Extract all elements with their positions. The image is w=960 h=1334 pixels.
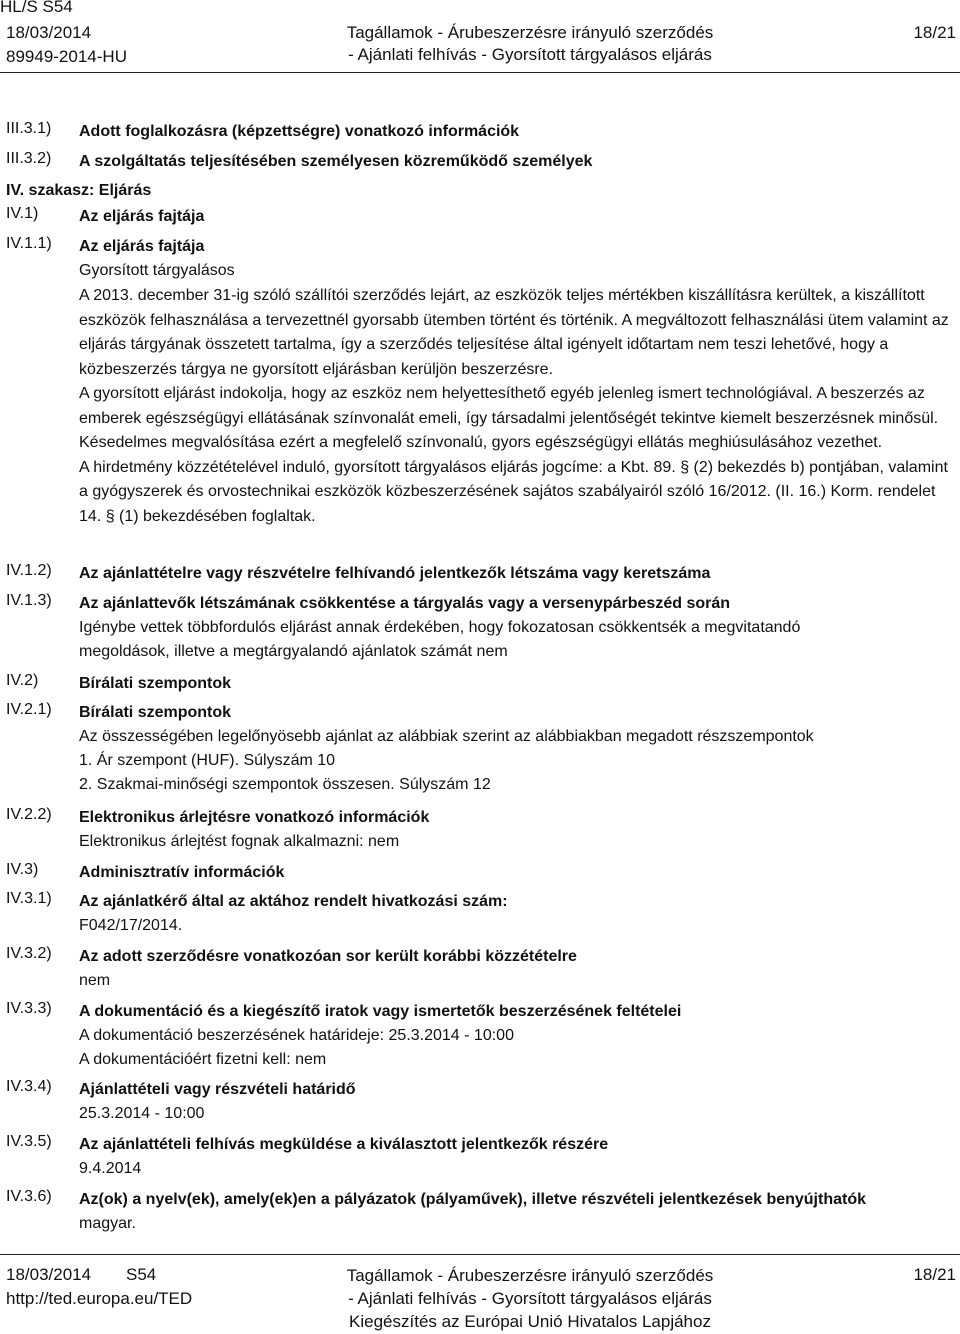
section-value: 25.3.2014 - 10:00 bbox=[79, 1105, 205, 1122]
section-number: III.3.1) bbox=[6, 120, 52, 137]
section-number: IV.1) bbox=[6, 205, 39, 222]
section-heading: A szolgáltatás teljesítésében személyesen közreműködő személyek bbox=[79, 153, 593, 170]
section-heading: Az eljárás fajtája bbox=[79, 208, 205, 225]
section-value: nem bbox=[79, 972, 111, 989]
section-value: A dokumentáció beszerzésének határideje: 25.3.2014 - 10:00 bbox=[79, 1027, 514, 1044]
header-title bbox=[340, 22, 720, 66]
section-heading: Bírálati szempontok bbox=[79, 675, 232, 692]
section-number: IV.1.3) bbox=[6, 592, 52, 609]
section-number: IV.3.3) bbox=[6, 1000, 52, 1017]
section-value: Gyorsított tárgyalásos bbox=[79, 262, 235, 279]
section-heading: Elektronikus árlejtésre vonatkozó információk bbox=[79, 809, 430, 826]
section-heading: Az ajánlattevők létszámának csökkentése a tárgyalás vagy a versenypárbeszéd során bbox=[79, 595, 731, 612]
section-heading: Az ajánlatkérő által az aktához rendelt hivatkozási szám: bbox=[79, 893, 508, 910]
section-heading: Az eljárás fajtája bbox=[79, 238, 205, 255]
section-heading: Az adott szerződésre vonatkozóan sor került korábbi közzétételre bbox=[79, 948, 577, 965]
section-number: IV.2.1) bbox=[6, 701, 52, 718]
section-heading: Az(ok) a nyelv(ek), amely(ek)en a pályázatok (pályaművek), illetve részvételi jelentkezések benyújthatók bbox=[79, 1191, 866, 1208]
section-heading: Az ajánlattételi felhívás megküldése a kiválasztott jelentkezők részére bbox=[79, 1136, 609, 1153]
header-ref: 89949-2014-HU bbox=[6, 47, 127, 66]
section-number: IV.3) bbox=[6, 861, 39, 878]
section-heading: Az ajánlattételre vagy részvételre felhívandó jelentkezők létszáma vagy keretszáma bbox=[79, 565, 711, 582]
section-text: megoldások, illetve a megtárgyalandó ajánlatok számát nem bbox=[79, 643, 508, 660]
section-number: IV.1.2) bbox=[6, 562, 52, 579]
section-text: Az összességében legelőnyösebb ajánlat az alábbiak szerint az alábbiakban megadott részszempontok bbox=[79, 728, 814, 745]
section-number: IV.3.1) bbox=[6, 890, 52, 907]
header-rule bbox=[0, 72, 960, 73]
footer-title-line1: Tagállamok - Árubeszerzésre irányuló szerződés bbox=[346, 1266, 714, 1285]
section-number: IV.2.2) bbox=[6, 806, 52, 823]
section-heading: Adminisztratív információk bbox=[79, 864, 285, 881]
doc-id: HL/S S54 bbox=[0, 0, 73, 16]
footer-rule bbox=[0, 1254, 960, 1255]
section-heading: A dokumentáció és a kiegészítő iratok vagy ismertetők beszerzésének feltételei bbox=[79, 1003, 682, 1020]
criterion-item: 1. Ár szempont (HUF). Súlyszám 10 bbox=[79, 752, 336, 769]
section-number: IV.3.5) bbox=[6, 1133, 52, 1150]
section-value: 9.4.2014 bbox=[79, 1160, 142, 1177]
header-title-line1: Tagállamok - Árubeszerzésre irányuló szerződés bbox=[346, 23, 714, 42]
footer-title-line2: - Ajánlati felhívás - Gyorsított tárgyalásos eljárás bbox=[348, 1289, 712, 1308]
section-number: III.3.2) bbox=[6, 150, 52, 167]
footer-date: 18/03/2014 bbox=[6, 1265, 92, 1284]
footer-series: S54 bbox=[126, 1265, 157, 1284]
footer-page-number: 18/21 bbox=[913, 1265, 956, 1284]
section-text: Igénybe vettek többfordulós eljárást annak érdekében, hogy fokozatosan csökkentsék a megvitatandó bbox=[79, 619, 801, 636]
section-heading: Bírálati szempontok bbox=[79, 704, 232, 721]
section-number: IV.3.2) bbox=[6, 945, 52, 962]
justification-paragraph: A 2013. december 31-ig szóló szállítói szerződés lejárt, az eszközök teljes mértékben kiszállításra kerültek, a kiszállított eszközök felhasználása a tervezettnél gyorsabb ütemben történt és történik. A megváltozott felhasználási ütem valamint az eljárás tárgyának összetett tartalma, így a szerződés teljesítése által igényelt időtartam nem teszi lehetővé, hogy a közbeszerzés tárgya ne gyorsított eljárásban kerüljön beszerzésre. bbox=[79, 287, 949, 378]
page-footer bbox=[0, 1258, 960, 1334]
section-heading: Adott foglalkozásra (képzettségre) vonatkozó információk bbox=[79, 123, 520, 140]
footer-title-line3: Kiegészítés az Európai Unió Hivatalos Lapjához bbox=[349, 1312, 711, 1331]
section-heading: Ajánlattételi vagy részvételi határidő bbox=[79, 1081, 356, 1098]
section-value: F042/17/2014. bbox=[79, 917, 183, 934]
footer-title bbox=[320, 1264, 740, 1333]
header-date: 18/03/2014 bbox=[6, 23, 92, 42]
criterion-item: 2. Szakmai-minőségi szempontok összesen. Súlyszám 12 bbox=[79, 776, 491, 793]
header-title-line2: - Ajánlati felhívás - Gyorsított tárgyalásos eljárás bbox=[348, 45, 712, 64]
part-title: IV. szakasz: Eljárás bbox=[6, 182, 152, 199]
section-number: IV.2) bbox=[6, 672, 39, 689]
page-header bbox=[0, 0, 960, 70]
section-number: IV.3.6) bbox=[6, 1188, 52, 1205]
section-value: A dokumentációért fizetni kell: nem bbox=[79, 1051, 327, 1068]
header-page-number: 18/21 bbox=[913, 23, 956, 42]
justification-paragraph: A hirdetmény közzétételével induló, gyorsított tárgyalásos eljárás jogcíme: a Kbt. 89. § (2) bekezdés b) pontjában, valamint a gyógyszerek és orvostechnikai eszközök közbeszerzésének sajátos szabályairól szóló 16/2012. (II. 16.) Korm. rendelet 14. § (1) bekezdésében foglaltak. bbox=[79, 458, 948, 525]
section-value: Elektronikus árlejtést fognak alkalmazni: nem bbox=[79, 833, 400, 850]
section-number: IV.1.1) bbox=[6, 235, 52, 252]
section-value: magyar. bbox=[79, 1215, 136, 1232]
justification-paragraph: A gyorsított eljárást indokolja, hogy az eszköz nem helyettesíthető egyéb jelenleg ismert technológiával. A beszerzés az emberek egészségügyi ellátásának színvonalát emeli, így társadalmi jelentőségét tekintve kiemelt beszerzésnek minősül. Késedelmes megvalósítása ezért a megfelelő színvonalú, gyors egészségügyi ellátás meghiúsulásához vezethet. bbox=[79, 385, 939, 451]
section-number: IV.3.4) bbox=[6, 1078, 52, 1095]
footer-url[interactable]: http://ted.europa.eu/TED bbox=[6, 1289, 193, 1308]
